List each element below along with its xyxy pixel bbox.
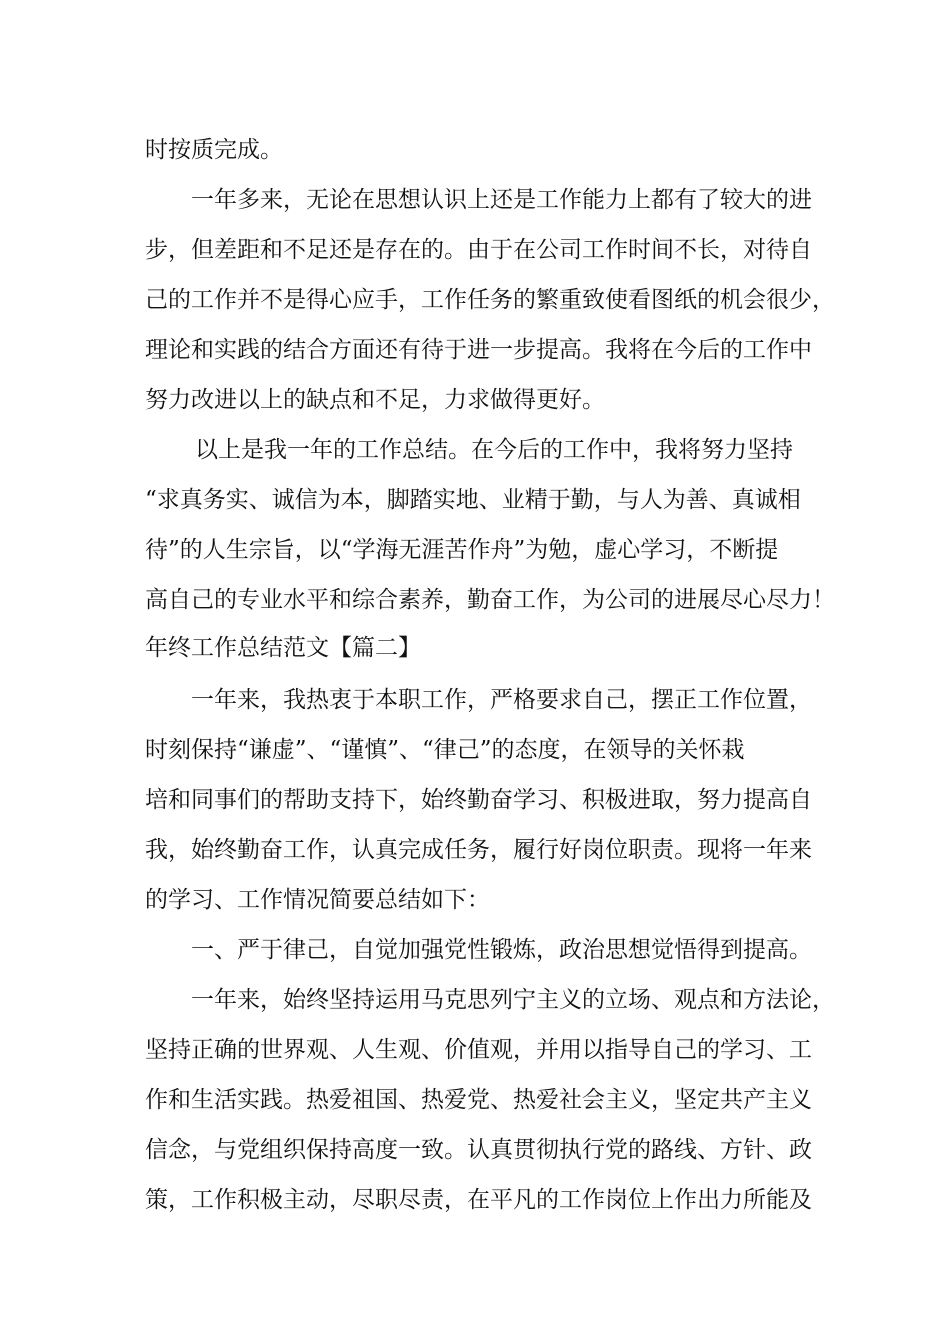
text-line: 策，工作积极主动，尽职尽责，在平凡的工作岗位上作出力所能及 (145, 1187, 812, 1213)
text-line: 步，但差距和不足还是存在的。由于在公司工作时间不长，对待自 (145, 237, 812, 263)
text-line: 的学习、工作情况简要总结如下： (145, 887, 490, 913)
text-line: 时按质完成。 (145, 137, 283, 163)
text-line: 一年多来，无论在思想认识上还是工作能力上都有了较大的进 (191, 187, 812, 213)
text-line: 以上是我一年的工作总结。在今后的工作中，我将努力坚持 (195, 437, 793, 463)
section-heading: 年终工作总结范文【篇二】 (145, 635, 421, 661)
text-line: 坚持正确的世界观、人生观、价值观，并用以指导自己的学习、工 (145, 1037, 812, 1063)
text-line: 高自己的专业水平和综合素养，勤奋工作，为公司的进展尽心尽力！ (145, 587, 835, 613)
text-line: 一年来，我热衷于本职工作，严格要求自己，摆正工作位置， (191, 687, 812, 713)
text-line: 己的工作并不是得心应手，工作任务的繁重致使看图纸的机会很少， (145, 287, 835, 313)
text-line: 努力改进以上的缺点和不足，力求做得更好。 (145, 387, 605, 413)
text-line: 一年来，始终坚持运用马克思列宁主义的立场、观点和方法论， (191, 987, 835, 1013)
text-line: 待”的人生宗旨，以“学海无涯苦作舟”为勉，虚心学习，不断提 (145, 537, 779, 563)
text-line: 一、严于律己，自觉加强党性锻炼，政治思想觉悟得到提高。 (191, 937, 812, 963)
text-line: 时刻保持“谦虚”、“谨慎”、“律己”的态度，在领导的关怀栽 (145, 737, 745, 763)
text-line: 信念，与党组织保持高度一致。认真贯彻执行党的路线、方针、政 (145, 1137, 812, 1163)
text-line: 培和同事们的帮助支持下，始终勤奋学习、积极进取，努力提高自 (145, 787, 812, 813)
text-line: 理论和实践的结合方面还有待于进一步提高。我将在今后的工作中 (145, 337, 812, 363)
text-line: 我，始终勤奋工作，认真完成任务，履行好岗位职责。现将一年来 (145, 837, 812, 863)
text-line: 作和生活实践。热爱祖国、热爱党、热爱社会主义，坚定共产主义 (145, 1087, 812, 1113)
text-line: “求真务实、诚信为本，脚踏实地、业精于勤，与人为善、真诚相 (145, 487, 801, 513)
